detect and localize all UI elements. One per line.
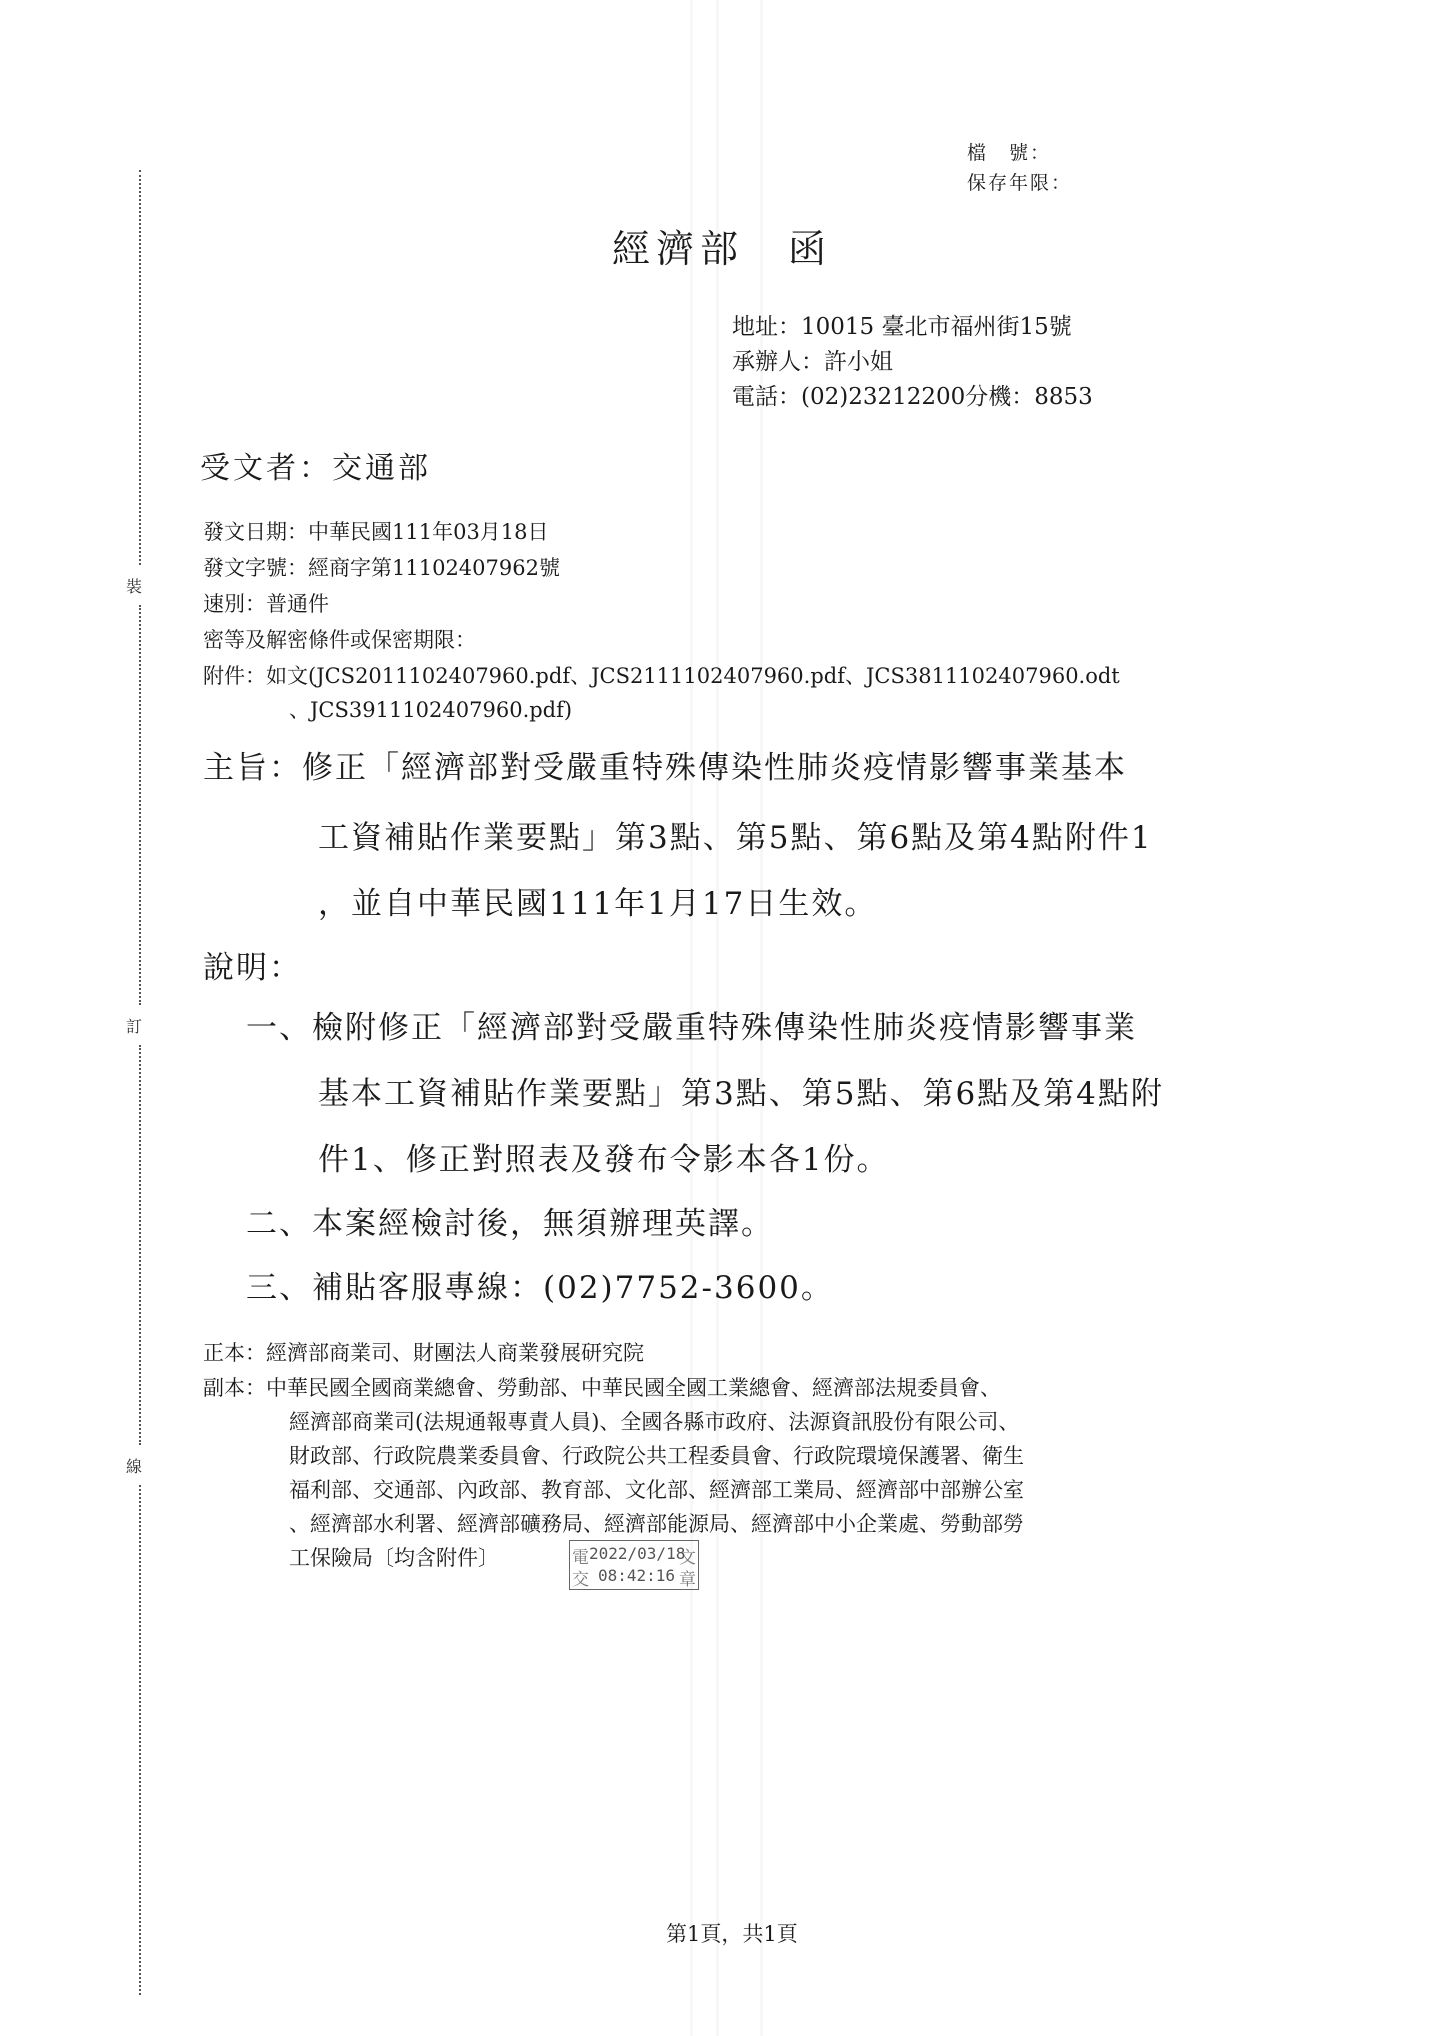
stamp-date: 2022/03/18 [589, 1544, 686, 1563]
explanation-item-2: 二、本案經檢討後，無須辦理英譯。 [246, 1206, 774, 1242]
stamp-char: 文 [679, 1548, 696, 1568]
issue-date: 發文日期：中華民國111年03月18日 [203, 520, 549, 544]
explanation-heading: 說明： [203, 950, 302, 986]
attachments-continued: 、JCS3911102407960.pdf) [289, 698, 573, 722]
copy-recipients-line-4: 福利部、交通部、內政部、教育部、文化部、經濟部工業局、經濟部中部辦公室 [289, 1478, 1024, 1502]
explanation-item-1-line-1: 一、檢附修正「經濟部對受嚴重特殊傳染性肺炎疫情影響事業 [246, 1010, 1137, 1046]
subject-line-3: ，並自中華民國111年1月17日生效。 [318, 886, 878, 922]
explanation-item-3: 三、補貼客服專線：(02)7752-3600。 [246, 1270, 834, 1306]
explanation-item-1-line-3: 件1、修正對照表及發布令影本各1份。 [318, 1142, 890, 1178]
phone: 電話：(02)23212200分機：8853 [732, 384, 1093, 410]
stamp-char: 章 [679, 1570, 696, 1590]
copy-recipients-line-3: 財政部、行政院農業委員會、行政院公共工程委員會、行政院環境保護署、衛生 [289, 1444, 1024, 1468]
handler: 承辦人：許小姐 [732, 349, 893, 375]
explanation-item-1-line-2: 基本工資補貼作業要點」第3點、第5點、第6點及第4點附 [318, 1076, 1164, 1112]
stamp-time: 08:42:16 [598, 1566, 676, 1585]
document-number: 發文字號：經商字第11102407962號 [203, 556, 560, 580]
retention-period-label: 保存年限： [967, 172, 1073, 194]
binding-dotted-line [139, 1045, 141, 1445]
stamp-char: 電 [572, 1548, 589, 1568]
copy-recipients-line-2: 經濟部商業司(法規通報專責人員)、全國各縣市政府、法源資訊股份有限公司、 [289, 1410, 1020, 1434]
binding-dotted-line [139, 170, 141, 565]
binding-mark-ding: 訂 [126, 1017, 143, 1036]
attachments: 附件：如文(JCS2011102407960.pdf、JCS2111102407960.pdf、JCS3811102407960.odt [203, 664, 1120, 688]
subject-line-2: 工資補貼作業要點」第3點、第5點、第6點及第4點附件1 [318, 820, 1153, 856]
page-number: 第1頁，共1頁 [666, 1922, 798, 1946]
file-number-label: 檔 號： [967, 142, 1052, 164]
stamp-char: 交 [572, 1570, 589, 1590]
binding-mark-xian: 線 [126, 1457, 143, 1476]
copy-recipients-line-1: 副本：中華民國全國商業總會、勞動部、中華民國全國工業總會、經濟部法規委員會、 [203, 1376, 1001, 1400]
delivery-speed: 速別：普通件 [203, 592, 329, 616]
original-recipients: 正本：經濟部商業司、財團法人商業發展研究院 [203, 1341, 644, 1365]
document-title: 經濟部 函 [612, 227, 833, 271]
binding-dotted-line [139, 605, 141, 1005]
copy-recipients-line-5: 、經濟部水利署、經濟部礦務局、經濟部能源局、經濟部中小企業處、勞動部勞 [289, 1512, 1024, 1536]
secrecy-level: 密等及解密條件或保密期限： [203, 628, 476, 652]
electronic-exchange-stamp [569, 1540, 699, 1590]
copy-recipients-line-6: 工保險局〔均含附件〕 [289, 1546, 499, 1570]
subject-line-1: 主旨：修正「經濟部對受嚴重特殊傳染性肺炎疫情影響事業基本 [203, 750, 1127, 786]
binding-mark-zhuang: 裝 [126, 577, 143, 596]
binding-dotted-line [139, 1485, 141, 1995]
recipient: 受文者：交通部 [200, 451, 431, 486]
address: 地址：10015 臺北市福州街15號 [732, 314, 1072, 340]
